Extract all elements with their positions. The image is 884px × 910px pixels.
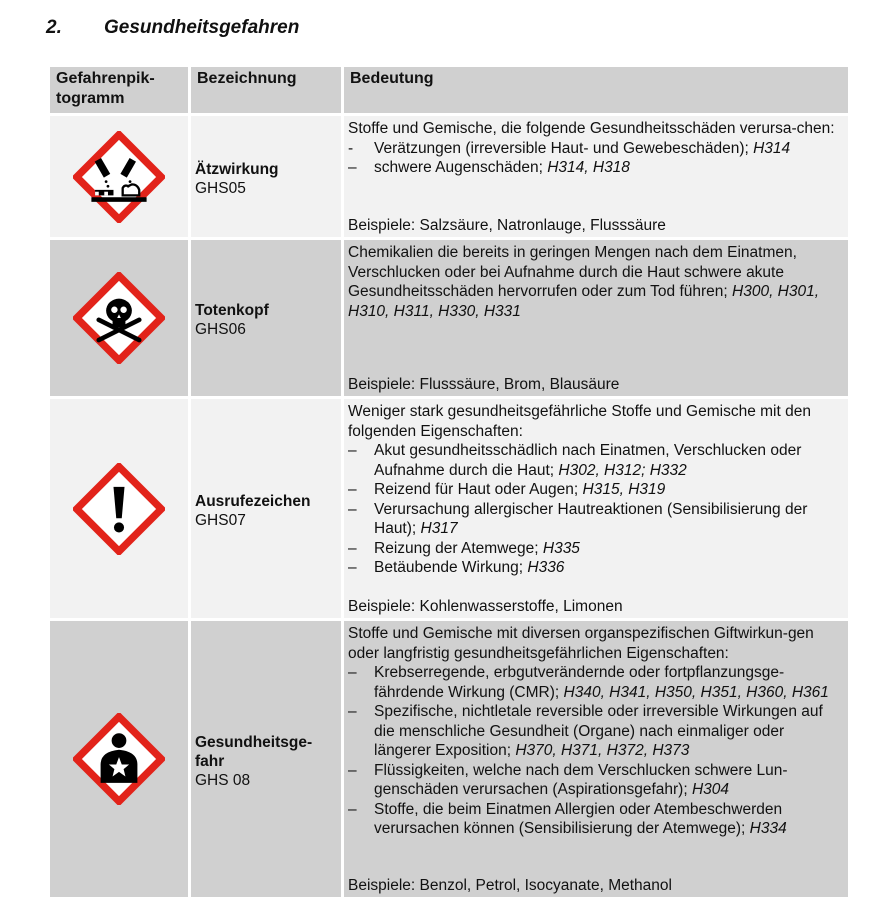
header-meaning: Bedeutung bbox=[344, 67, 848, 113]
section-title: Gesundheitsgefahren bbox=[104, 17, 300, 38]
pictogram-cell bbox=[50, 240, 191, 396]
pictogram-cell bbox=[50, 116, 191, 237]
pictogram-cell bbox=[50, 621, 191, 897]
name-cell bbox=[191, 116, 344, 237]
table-row bbox=[50, 399, 848, 621]
meaning-examples: Beispiele: Benzol, Petrol, Isocyanate, Methanol bbox=[348, 876, 672, 894]
list-item: – Verursachung allergischer Hautreaktionen (Sensibilisierung der Haut); H317 bbox=[348, 500, 808, 537]
list-item: – Stoffe, die beim Einatmen Allergien oder Atembeschwerden verursachen können (Sensibilisierung der Atemwege); H334 bbox=[348, 800, 787, 837]
exclamation-mark-pictogram-icon bbox=[73, 463, 165, 555]
name-cell bbox=[191, 399, 344, 618]
meaning-intro: Stoffe und Gemische mit diversen organspezifischen Giftwirkun-gen oder langfristig gesundheitsgefährlichen Eigenschaften: bbox=[348, 625, 814, 662]
list-item: – Betäubende Wirkung; H336 bbox=[348, 559, 565, 576]
meaning-cell bbox=[344, 399, 848, 618]
header-pictogram: Gefahrenpik- togramm bbox=[50, 67, 191, 113]
list-item: - Verätzungen (irreversible Haut- und Gewebeschäden); H314 bbox=[348, 139, 791, 157]
name-cell bbox=[191, 621, 344, 897]
table-row bbox=[50, 621, 848, 897]
hazard-name: Gesundheitsge-fahr bbox=[195, 733, 313, 770]
table-row bbox=[50, 240, 848, 399]
header-name: Bezeichnung bbox=[191, 67, 344, 113]
list-item: – Flüssigkeiten, welche nach dem Verschlucken schwere Lun-genschäden verursachen (Aspirationsgefahr); H304 bbox=[348, 761, 788, 798]
hazard-code: GHS05 bbox=[195, 179, 246, 197]
section-heading bbox=[46, 17, 299, 39]
hazard-name: Ätzwirkung bbox=[195, 160, 279, 178]
meaning-cell bbox=[344, 621, 848, 897]
table-row bbox=[50, 116, 848, 240]
list-item: – Krebserregende, erbgutverändernde oder fortpflanzungsge-fährdende Wirkung (CMR); H340, H341, H350, H351, H360, H361 bbox=[348, 664, 829, 701]
section-number: 2. bbox=[46, 17, 62, 38]
meaning-intro: Weniger stark gesundheitsgefährliche Stoffe und Gemische mit den folgenden Eigenschaften: bbox=[348, 403, 811, 440]
list-item: – schwere Augenschäden; H314, H318 bbox=[348, 159, 630, 176]
meaning-cell bbox=[344, 116, 848, 237]
name-cell bbox=[191, 240, 344, 396]
hazard-code: GHS06 bbox=[195, 321, 246, 338]
hazard-name: Totenkopf bbox=[195, 302, 269, 319]
corrosion-pictogram-icon bbox=[73, 131, 165, 223]
list-item: – Reizend für Haut oder Augen; H315, H319 bbox=[348, 481, 666, 498]
list-item: – Reizung der Atemwege; H335 bbox=[348, 539, 580, 557]
table-header bbox=[50, 67, 848, 116]
pictogram-cell bbox=[50, 399, 191, 618]
health-hazard-pictogram-icon bbox=[73, 713, 165, 805]
meaning-intro: Chemikalien die bereits in geringen Mengen nach dem Einatmen, Verschlucken oder bei Aufnahme durch die Haut schwere akute Gesundheitsschäden hervorrufen oder zum Tod führen; H300, H301, H310, H311, H330, H331 bbox=[348, 244, 820, 320]
hazard-table bbox=[50, 67, 848, 897]
meaning-examples: Beispiele: Flusssäure, Brom, Blausäure bbox=[348, 375, 620, 393]
meaning-intro: Stoffe und Gemische, die folgende Gesundheitsschäden verursa-chen: bbox=[348, 120, 835, 137]
skull-crossbones-pictogram-icon bbox=[73, 272, 165, 364]
meaning-cell bbox=[344, 240, 848, 396]
meaning-examples: Beispiele: Salzsäure, Natronlauge, Flusssäure bbox=[348, 216, 666, 234]
hazard-code: GHS 08 bbox=[195, 771, 251, 789]
list-item: – Spezifische, nichtletale reversible oder irreversible Wirkungen auf die menschliche Gesundheit (Organe) nach einmaliger oder längerer Exposition; H370, H371, H372, H373 bbox=[348, 703, 823, 759]
hazard-code: GHS07 bbox=[195, 511, 246, 529]
meaning-examples: Beispiele: Kohlenwasserstoffe, Limonen bbox=[348, 597, 623, 615]
list-item: – Akut gesundheitsschädlich nach Einatmen, Verschlucken oder Aufnahme durch die Haut; H302, H312; H332 bbox=[348, 442, 802, 479]
hazard-name: Ausrufezeichen bbox=[195, 492, 311, 510]
